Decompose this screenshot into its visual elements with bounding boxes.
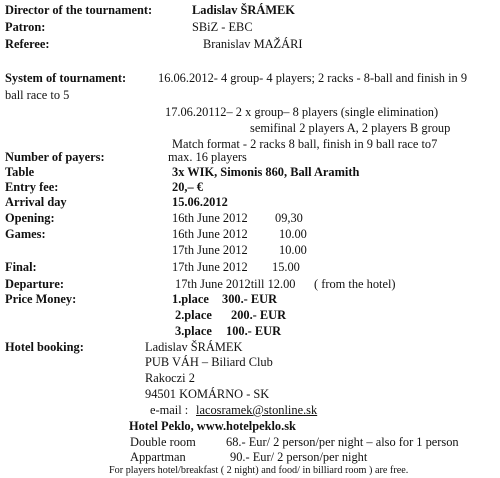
- opening-date: 16th June 2012: [172, 211, 248, 225]
- opening-label: Opening:: [5, 211, 55, 225]
- free-note: For players hotel/breakfast ( 2 night) and food/ in billiard room ) are free.: [109, 465, 409, 476]
- departure-note: ( from the hotel): [314, 277, 396, 291]
- players-label: Number of payers:: [5, 150, 105, 164]
- patron-value: SBiZ - EBC: [192, 20, 253, 34]
- final-time: 15.00: [272, 260, 300, 274]
- email-link[interactable]: lacosramek@stonline.sk: [196, 403, 318, 417]
- price-label: Price Money:: [5, 292, 77, 306]
- double-room-label: Double room: [130, 435, 196, 449]
- email-label: e-mail :: [150, 403, 189, 417]
- hotel-contact-name: Ladislav ŠRÁMEK: [145, 340, 243, 354]
- final-date: 17th June 2012: [172, 260, 248, 274]
- hotel-club: PUB VÁH – Biliard Club: [145, 355, 273, 369]
- arrival-value: 15.06.2012: [172, 195, 228, 209]
- entry-value: 20,– €: [172, 180, 203, 194]
- price-place-2: 2.place: [175, 308, 212, 322]
- games-label: Games:: [5, 227, 46, 241]
- system-label: System of tournament:: [5, 71, 127, 85]
- hotel-label: Hotel booking:: [5, 340, 84, 354]
- referee-value: Branislav MAŽÁRI: [203, 37, 303, 51]
- price-amount-3: 100.- EUR: [226, 324, 282, 338]
- games-time-1: 10.00: [279, 227, 307, 241]
- departure-label: Departure:: [5, 277, 64, 291]
- hotel-city: 94501 KOMÁRNO - SK: [145, 387, 270, 401]
- appartman-price: 90.- Eur/ 2 person/per night: [230, 450, 368, 464]
- opening-time: 09,30: [275, 211, 303, 225]
- price-amount-1: 300.- EUR: [222, 292, 278, 306]
- hotel-name: Hotel Peklo, www.hotelpeklo.sk: [129, 419, 296, 433]
- hotel-street: Rakoczi 2: [145, 371, 195, 385]
- arrival-label: Arrival day: [5, 195, 67, 209]
- table-value: 3x WIK, Simonis 860, Ball Aramith: [172, 165, 360, 179]
- players-value: max. 16 players: [168, 150, 247, 164]
- price-amount-2: 200.- EUR: [231, 308, 287, 322]
- patron-label: Patron:: [5, 20, 46, 34]
- system-line1: 16.06.2012- 4 group- 4 players; 2 racks - 8-ball and finish in 9: [158, 71, 468, 85]
- director-label: Director of the tournament:: [5, 3, 153, 17]
- price-place-3: 3.place: [175, 324, 212, 338]
- games-time-2: 10.00: [279, 243, 307, 257]
- price-place-1: 1.place: [172, 292, 209, 306]
- referee-label: Referee:: [5, 37, 50, 51]
- table-label: Table: [5, 165, 35, 179]
- games-date-1: 16th June 2012: [172, 227, 248, 241]
- system-line3: semifinal 2 players A, 2 players B group: [250, 121, 451, 135]
- director-value: Ladislav ŠRÁMEK: [192, 3, 295, 17]
- system-line1b: ball race to 5: [5, 88, 70, 102]
- final-label: Final:: [5, 260, 37, 274]
- system-line2: 17.06.20112– 2 x group– 8 players (single elimination): [165, 105, 439, 119]
- system-line4: Match format - 2 racks 8 ball, finish in 9 ball race to7: [172, 137, 438, 151]
- departure-value: 17th June 2012till 12.00: [175, 277, 296, 291]
- games-date-2: 17th June 2012: [172, 243, 248, 257]
- entry-label: Entry fee:: [5, 180, 59, 194]
- appartman-label: Appartman: [130, 450, 186, 464]
- double-room-price: 68.- Eur/ 2 person/per night – also for 1 person: [226, 435, 459, 449]
